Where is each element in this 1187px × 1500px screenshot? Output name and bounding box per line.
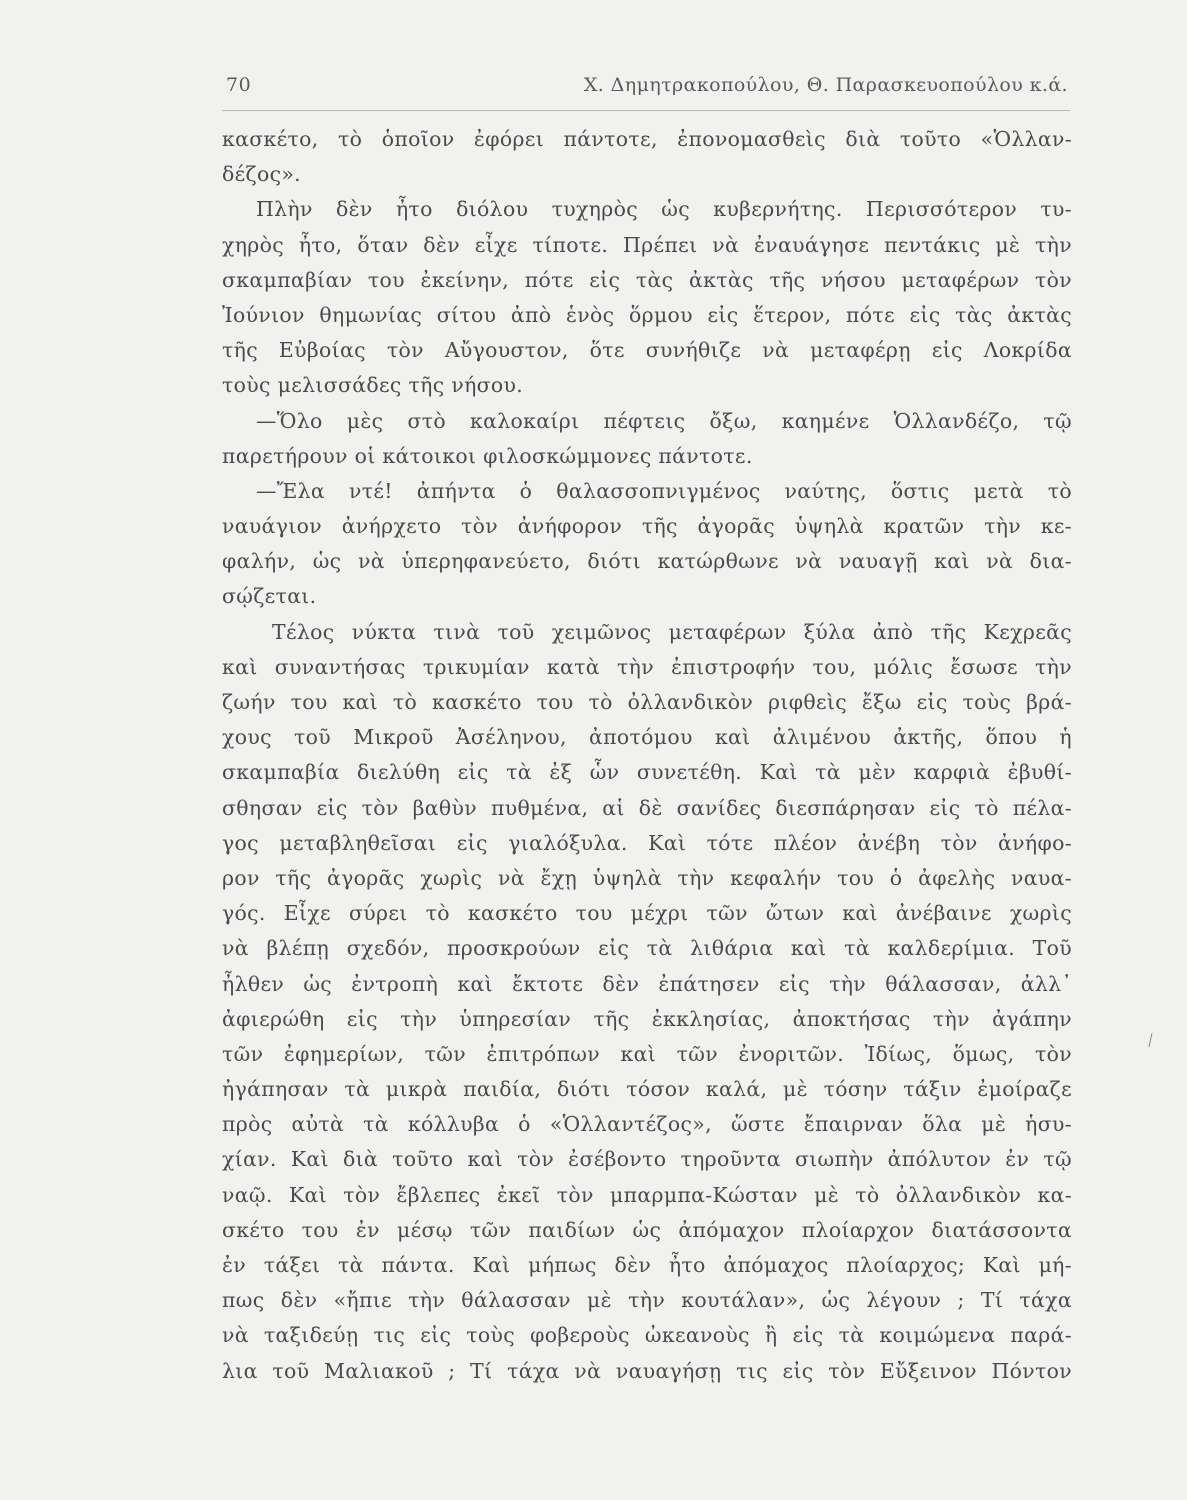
text-line: σκαμπαβία διελύθη εἰς τὰ ἐξ ὧν συνετέθη. Καὶ τὰ μὲν καρφιὰ ἐβυθί- (222, 760, 1072, 785)
text-line: πως δὲν «ἤπιε τὴν θάλασσαν μὲ τὴν κουτάλαν», ὡς λέγουν ; Τί τάχα (222, 1288, 1072, 1313)
text-line: γός. Εἶχε σύρει τὸ κασκέτο του μέχρι τῶν ὤτων καὶ ἀνέβαινε χωρὶς (222, 901, 1072, 926)
text-line: σκαμπαβίαν του ἐκείνην, πότε εἰς τὰς ἀκτὰς τῆς νήσου μεταφέρων τὸν (222, 267, 1072, 292)
text-line: σκέτο του ἐν μέσῳ τῶν παιδίων ὡς ἀπόμαχον πλοίαρχον διατάσσοντα (222, 1217, 1072, 1242)
text-line: λια τοῦ Μαλιακοῦ ; Τί τάχα νὰ ναυαγήσῃ τις εἰς τὸν Εὔξεινον Πόντον (222, 1358, 1072, 1383)
page-number: 70 (226, 74, 252, 96)
text-line: ναυάγιον ἀνήρχετο τὸν ἀνήφορον τῆς ἀγορᾶς ὑψηλὰ κρατῶν τὴν κε- (222, 514, 1072, 539)
text-line: Ἰούνιον θημωνίας σίτου ἀπὸ ἑνὸς ὅρμου εἰς ἕτερον, πότε εἰς τὰς ἀκτὰς (222, 302, 1072, 327)
text-line: τῶν ἐφημερίων, τῶν ἐπιτρόπων καὶ τῶν ἐνοριτῶν. Ἰδίως, ὅμως, τὸν (222, 1041, 1072, 1066)
text-line: ἠγάπησαν τὰ μικρὰ παιδία, διότι τόσον καλά, μὲ τόσην τάξιν ἐμοίραζε (222, 1077, 1072, 1102)
page-header (222, 70, 1070, 111)
text-line: χους τοῦ Μικροῦ Ἀσέληνου, ἀποτόμου καὶ ἀλιμένου ἀκτῆς, ὅπου ἡ (222, 725, 1072, 750)
text-line: δέζος». (222, 162, 301, 187)
text-line: καὶ συναντήσας τρικυμίαν κατὰ τὴν ἐπιστροφήν του, μόλις ἔσωσε τὴν (222, 654, 1072, 679)
text-line: ζωήν του καὶ τὸ κασκέτο του τὸ ὀλλανδικὸν ριφθεὶς ἔξω εἰς τοὺς βρά- (222, 690, 1072, 714)
text-line: ἦλθεν ὡς ἐντροπὴ καὶ ἔκτοτε δὲν ἐπάτησεν εἰς τὴν θάλασσαν, ἀλλ᾽ (222, 971, 1072, 996)
text-line: πρὸς αὐτὰ τὰ κόλλυβα ὁ «Ὁλλαντέζος», ὥστε ἔπαιρναν ὅλα μὲ ἡσυ- (222, 1112, 1072, 1137)
text-line: νὰ ταξιδεύῃ τις εἰς τοὺς φοβεροὺς ὠκεανοὺς ἢ εἰς τὰ κοιμώμενα παρά- (222, 1323, 1072, 1348)
text-line: ναῷ. Καὶ τὸν ἔβλεπες ἐκεῖ τὸν μπαρμπα-Κώσταν μὲ τὸ ὀλλανδικὸν κα- (222, 1182, 1072, 1207)
text-line: ἀφιερώθη εἰς τὴν ὑπηρεσίαν τῆς ἐκκλησίας, ἀποκτήσας τὴν ἀγάπην (222, 1006, 1072, 1031)
text-line: —Ἔλα ντέ! ἀπήντα ὁ θαλασσοπνιγμένος ναύτης, ὅστις μετὰ τὸ (256, 478, 1072, 503)
text-line: σθησαν εἰς τὸν βαθὺν πυθμένα, αἱ δὲ σανίδες διεσπάρησαν εἰς τὸ πέλα- (222, 795, 1072, 820)
text-line: φαλήν, ὡς νὰ ὑπερηφανεύετο, διότι κατώρθωνε νὰ ναυαγῇ καὶ νὰ δια- (222, 549, 1072, 574)
text-line: —Ὅλο μὲς στὸ καλοκαίρι πέφτεις ὄξω, καημένε Ὁλλανδέζο, τῷ (256, 408, 1072, 433)
text-line: παρετήρουν οἱ κάτοικοι φιλοσκώμμονες πάντοτε. (222, 443, 753, 468)
text-line: ἐν τάξει τὰ πάντα. Καὶ μήπως δὲν ἦτο ἀπόμαχος πλοίαρχος; Καὶ μή- (222, 1253, 1072, 1277)
running-head: Χ. Δημητρακοπούλου, Θ. Παρασκευοπούλου κ.ά. (583, 74, 1068, 96)
text-line: σῴζεται. (222, 584, 317, 609)
body-text (222, 122, 1072, 1389)
margin-pencil-mark (1149, 1033, 1153, 1047)
text-line: χηρὸς ἦτο, ὅταν δὲν εἶχε τίποτε. Πρέπει νὰ ἐναυάγησε πεντάκις μὲ τὴν (222, 232, 1072, 257)
text-line: ρον τῆς ἀγορᾶς χωρὶς νὰ ἔχῃ ὑψηλὰ τὴν κεφαλήν του ὁ ἀφελὴς ναυα- (222, 865, 1072, 890)
text-line: Τέλος νύκτα τινὰ τοῦ χειμῶνος μεταφέρων ξύλα ἀπὸ τῆς Κεχρεᾶς (272, 619, 1072, 644)
text-line: γος μεταβληθεῖσαι εἰς γιαλόξυλα. Καὶ τότε πλέον ἀνέβη τὸν ἀνήφο- (222, 830, 1072, 855)
text-line: νὰ βλέπῃ σχεδόν, προσκρούων εἰς τὰ λιθάρια καὶ τὰ καλδερίμια. Τοῦ (222, 936, 1072, 961)
text-line: χίαν. Καὶ διὰ τοῦτο καὶ τὸν ἐσέβοντο τηροῦντα σιωπὴν ἀπόλυτον ἐν τῷ (222, 1147, 1072, 1172)
text-line: κασκέτο, τὸ ὁποῖον ἐφόρει πάντοτε, ἐπονομασθεὶς διὰ τοῦτο «Ὁλλαν- (222, 127, 1072, 151)
text-line: τῆς Εὐβοίας τὸν Αὔγουστον, ὅτε συνήθιζε νὰ μεταφέρῃ εἰς Λοκρίδα (222, 338, 1072, 363)
text-line: Πλὴν δὲν ἦτο διόλου τυχηρὸς ὡς κυβερνήτης. Περισσότερον τυ- (256, 197, 1072, 222)
text-line: τοὺς μελισσάδες τῆς νήσου. (222, 373, 524, 398)
